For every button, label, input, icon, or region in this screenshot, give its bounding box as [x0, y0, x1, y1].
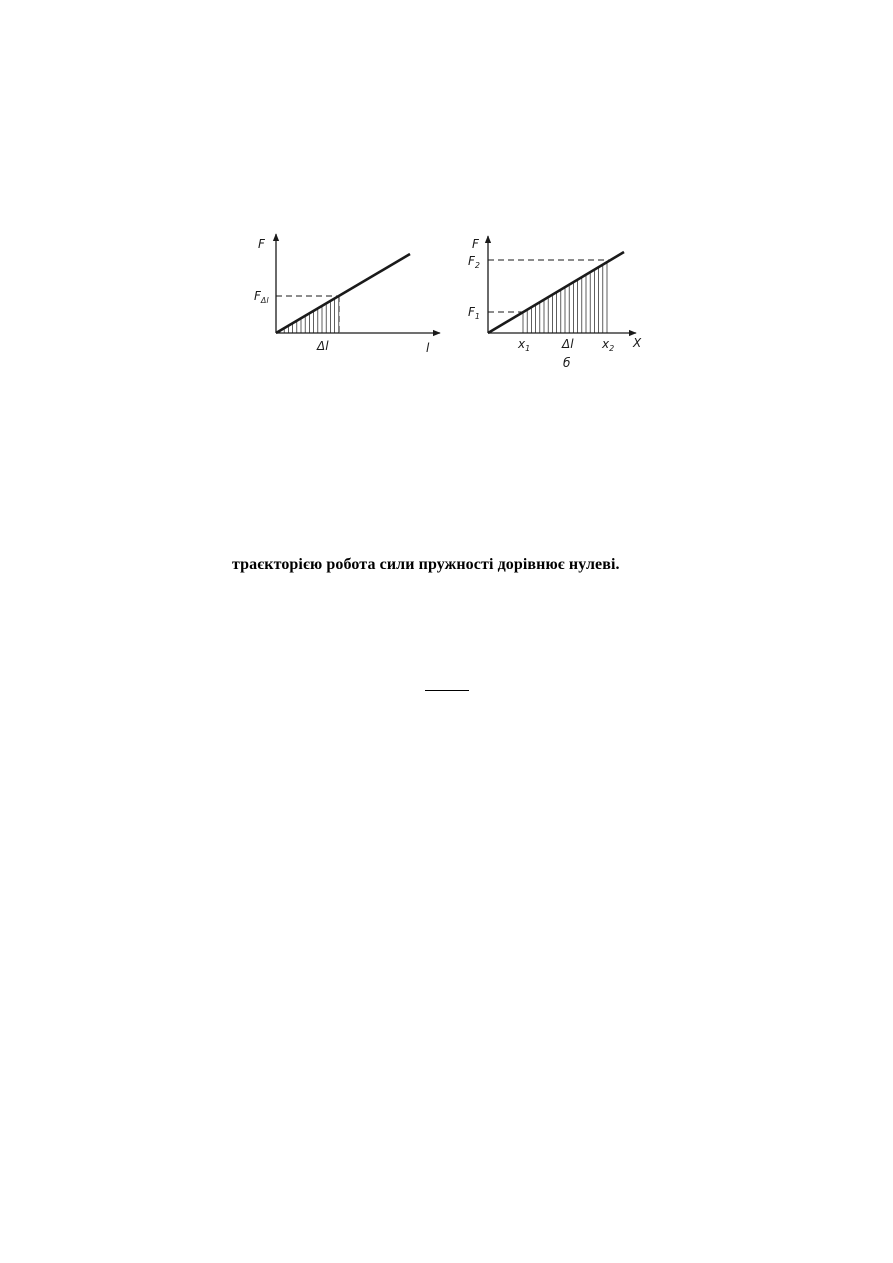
right-hatch-area [523, 262, 607, 333]
left-force-line [276, 254, 410, 333]
right-force-line [488, 252, 624, 333]
right-delta-l-label: Δl [562, 337, 574, 351]
right-x1-label: $x_1$ [518, 337, 531, 353]
left-delta-l-label: Δl [317, 339, 329, 353]
right-f1-label: $F_1$ [468, 305, 480, 321]
left-x-axis-label: l [426, 341, 430, 355]
right-panel-letter: б [563, 356, 571, 370]
force-extension-diagram [226, 222, 656, 382]
right-x2-label: $x_2$ [602, 337, 615, 353]
fraction-rule [425, 690, 469, 691]
left-graph [254, 234, 440, 355]
right-graph [468, 236, 642, 370]
left-y-axis-label: F [258, 237, 265, 251]
body-text-line: траєкторією робота сили пружності дорівнює нулеві. [232, 556, 620, 573]
right-x-axis-label: X [633, 336, 642, 350]
left-f-marker-label: $F_{\Delta l}$ [254, 289, 269, 305]
force-extension-figure [226, 222, 656, 382]
right-f2-label: $F_2$ [468, 254, 480, 270]
right-y-axis-label: F [472, 237, 479, 251]
